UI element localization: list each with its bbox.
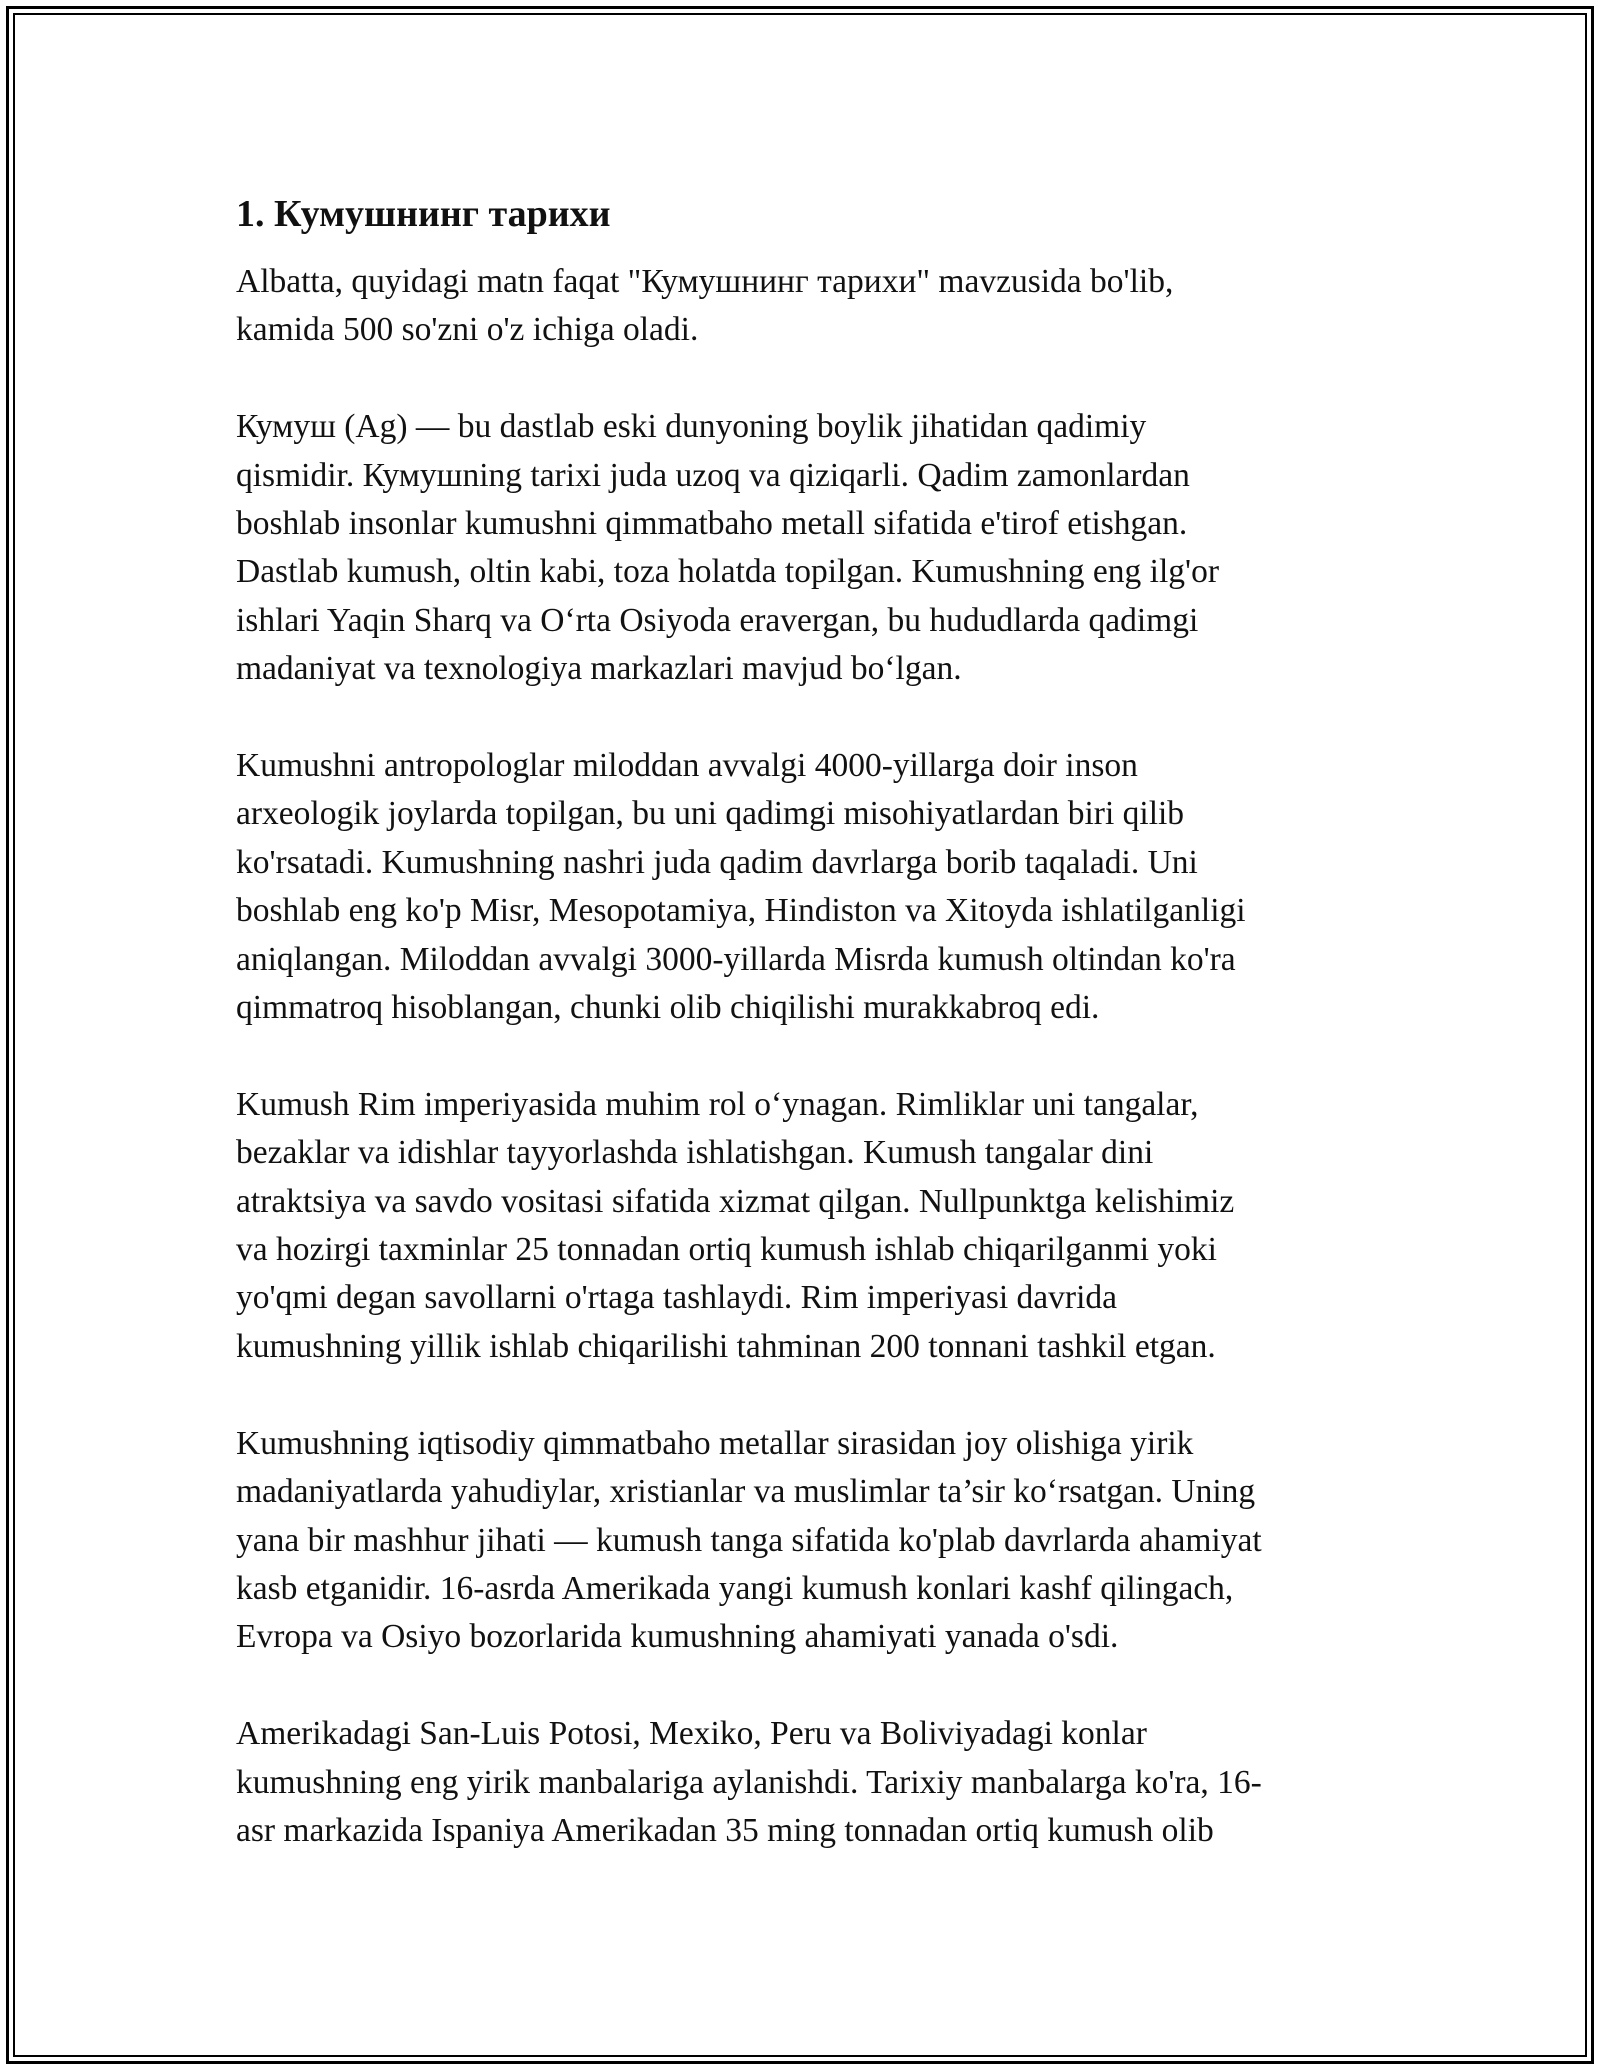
document-body	[236, 188, 1366, 1855]
paragraph-line: kumushning yillik ishlab chiqarilishi tahminan 200 tonnani tashkil etgan.	[236, 1327, 1216, 1365]
paragraph-line: boshlab eng ko'p Misr, Mesopotamiya, Hindiston va Xitoyda ishlatilganligi	[236, 892, 1246, 930]
paragraph-line: qismidir. Кумушning tarixi juda uzoq va qiziqarli. Qadim zamonlardan	[236, 456, 1190, 494]
paragraph-line: Albatta, quyidagi matn faqat "Кумушнинг тарихи" mavzusida bo'lib,	[236, 263, 1174, 300]
paragraph-line: Kumushni antropologlar miloddan avvalgi 4000-yillarga doir inson	[236, 747, 1138, 785]
paragraph-line: kasb etganidir. 16-asrda Amerikada yangi kumush konlari kashf qilingach,	[236, 1569, 1234, 1607]
paragraph-line: yana bir mashhur jihati — kumush tanga sifatida ko'plab davrlarda ahamiyat	[236, 1521, 1262, 1559]
paragraph	[236, 1081, 1366, 1371]
paragraph-line: kumushning eng yirik manbalariga aylanishdi. Tarixiy manbalarga ko'ra, 16-	[236, 1763, 1262, 1801]
paragraph-line: boshlab insonlar kumushni qimmatbaho metall sifatida e'tirof etishgan.	[236, 505, 1188, 543]
paragraph	[236, 403, 1366, 693]
paragraph-line: Amerikadagi San-Luis Potosi, Mexiko, Peru va Boliviyadagi konlar	[236, 1715, 1147, 1753]
paragraph	[236, 1420, 1366, 1662]
paragraph	[236, 742, 1366, 1032]
paragraph	[236, 258, 1366, 355]
paragraph-line: arxeologik joylarda topilgan, bu uni qadimgi misohiyatlardan biri qilib	[236, 795, 1185, 833]
paragraph-line: kamida 500 so'zni o'z ichiga oladi.	[236, 311, 699, 349]
paragraph-line: madaniyat va texnologiya markazlari mavjud bo‘lgan.	[236, 650, 962, 688]
paragraph-line: va hozirgi taxminlar 25 tonnadan ortiq kumush ishlab chiqarilganmi yoki	[236, 1231, 1217, 1269]
paragraph-list	[236, 258, 1366, 1855]
paragraph-line: madaniyatlarda yahudiylar, xristianlar va muslimlar ta’sir ko‘rsatgan. Uning	[236, 1473, 1256, 1511]
paragraph-line: Dastlab kumush, oltin kabi, toza holatda topilgan. Kumushning eng ilg'or	[236, 553, 1219, 591]
paragraph-line: asr markazida Ispaniya Amerikadan 35 ming tonnadan ortiq kumush olib	[236, 1811, 1214, 1849]
paragraph-line: ishlari Yaqin Sharq va O‘rta Osiyoda eravergan, bu hududlarda qadimgi	[236, 601, 1199, 639]
paragraph-line: aniqlangan. Miloddan avvalgi 3000-yillarda Misrda kumush oltindan ko'ra	[236, 940, 1236, 978]
paragraph-line: qimmatroq hisoblangan, chunki olib chiqilishi murakkabroq edi.	[236, 989, 1100, 1027]
paragraph-line: bezaklar va idishlar tayyorlashda ishlatishgan. Kumush tangalar dini	[236, 1134, 1154, 1172]
paragraph-line: ko'rsatadi. Kumushning nashri juda qadim davrlarga borib taqaladi. Uni	[236, 843, 1198, 881]
paragraph-line: atraktsiya va savdo vositasi sifatida xizmat qilgan. Nullpunktga kelishimiz	[236, 1182, 1235, 1220]
page-title: 1. Кумушнинг тарихи	[236, 193, 611, 235]
paragraph-line: Кумуш (Ag) — bu dastlab eski dunyoning boylik jihatidan qadimiy	[236, 408, 1147, 446]
paragraph-line: Kumushning iqtisodiy qimmatbaho metallar sirasidan joy olishiga yirik	[236, 1424, 1194, 1462]
paragraph	[236, 1710, 1366, 1855]
paragraph-line: yo'qmi degan savollarni o'rtaga tashlaydi. Rim imperiyasi davrida	[236, 1279, 1117, 1317]
paragraph-line: Kumush Rim imperiyasida muhim rol o‘ynagan. Rimliklar uni tangalar,	[236, 1085, 1199, 1123]
paragraph-line: Evropa va Osiyo bozorlarida kumushning ahamiyati yanada o'sdi.	[236, 1618, 1119, 1656]
